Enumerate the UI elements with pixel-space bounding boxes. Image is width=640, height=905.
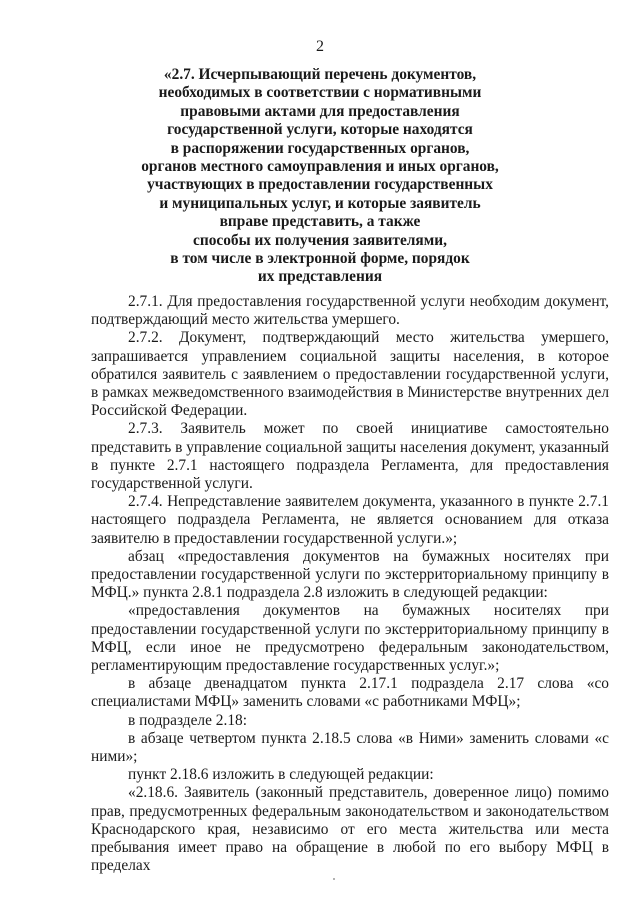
heading-line: в том числе в электронной форме, порядок	[170, 250, 470, 268]
heading-line: и муниципальных услуг, и которые заявитель	[159, 194, 481, 212]
heading-line: вправе представить, а также	[219, 213, 421, 231]
paragraph-quoted-2-8-1: «предоставления документов на бумажных носителях при предоставлении государственной услуги по экстерриториальному принципу в МФЦ, если иное не предусмотрено федеральным законодательством, регламентирующим предоставление государственных услуг.»;	[91, 602, 609, 675]
paragraph-amendment-2-8-1: абзац «предоставления документов на бумажных носителях при предоставлении государственной услуги по экстерриториальному принципу в МФЦ.» пункта 2.8.1 подраздела 2.8 изложить в следующей редакции:	[91, 547, 609, 602]
paragraph-2-7-4: 2.7.4. Непредставление заявителем документа, указанного в пункте 2.7.1 настоящего подраздела Регламента, не является основанием для отказа заявителю в предоставлении государственной услуги.»;	[91, 493, 609, 547]
heading-line: «2.7. Исчерпывающий перечень документов,	[163, 66, 477, 83]
document-body	[91, 293, 609, 876]
heading-line: в распоряжении государственных органов,	[170, 139, 470, 157]
paragraph-subsection-2-18: в подразделе 2.18:	[128, 711, 247, 729]
heading-line: участвующих в предоставлении государственных	[147, 176, 493, 194]
heading-line: их представления	[257, 268, 383, 286]
scan-dot	[333, 878, 335, 880]
heading-line: органов местного самоуправления и иных органов,	[141, 158, 499, 176]
page-number: 2	[316, 38, 324, 55]
paragraph-2-7-3: 2.7.3. Заявитель может по своей инициативе самостоятельно представить в управление социальной защиты населения документ, указанный в пункте 2.7.1 настоящего подраздела Регламента, для предоставления государственной услуги.	[91, 420, 609, 493]
paragraph-amendment-2-18-6: пункт 2.18.6 изложить в следующей редакции:	[128, 766, 434, 784]
paragraph-quoted-2-18-6: «2.18.6. Заявитель (законный представитель, доверенное лицо) помимо прав, предусмотренных федеральным законодательством и законодательством Краснодарского края, независимо от его места жительства или места пребывания имеет право на обращение в любой по его выбору МФЦ в пределах	[91, 784, 609, 875]
paragraph-amendment-2-17-1: в абзаце двенадцатом пункта 2.17.1 подраздела 2.17 слова «со специалистами МФЦ» заменить словами «с работниками МФЦ»;	[91, 675, 609, 711]
section-heading	[60, 66, 580, 287]
heading-line: способы их получения заявителями,	[193, 231, 447, 249]
paragraph-2-7-1: 2.7.1. Для предоставления государственной услуги необходим документ, подтверждающий место жительства умершего.	[91, 293, 609, 329]
heading-line: государственной услуги, которые находятся	[167, 121, 473, 139]
paragraph-amendment-2-18-5: в абзаце четвертом пункта 2.18.5 слова «в Ними» заменить словами «с ними»;	[91, 729, 609, 766]
paragraph-2-7-2: 2.7.2. Документ, подтверждающий место жительства умершего, запрашивается управлением социальной защиты населения, в которое обратился заявитель с заявлением о предоставлении государственной услуги, в рамках межведомственного взаимодействия в Министерстве внутренних дел Российской Федерации.	[91, 329, 609, 420]
heading-line: необходимых в соответствии с нормативными	[158, 84, 482, 102]
heading-line: правовыми актами для предоставления	[180, 102, 460, 120]
